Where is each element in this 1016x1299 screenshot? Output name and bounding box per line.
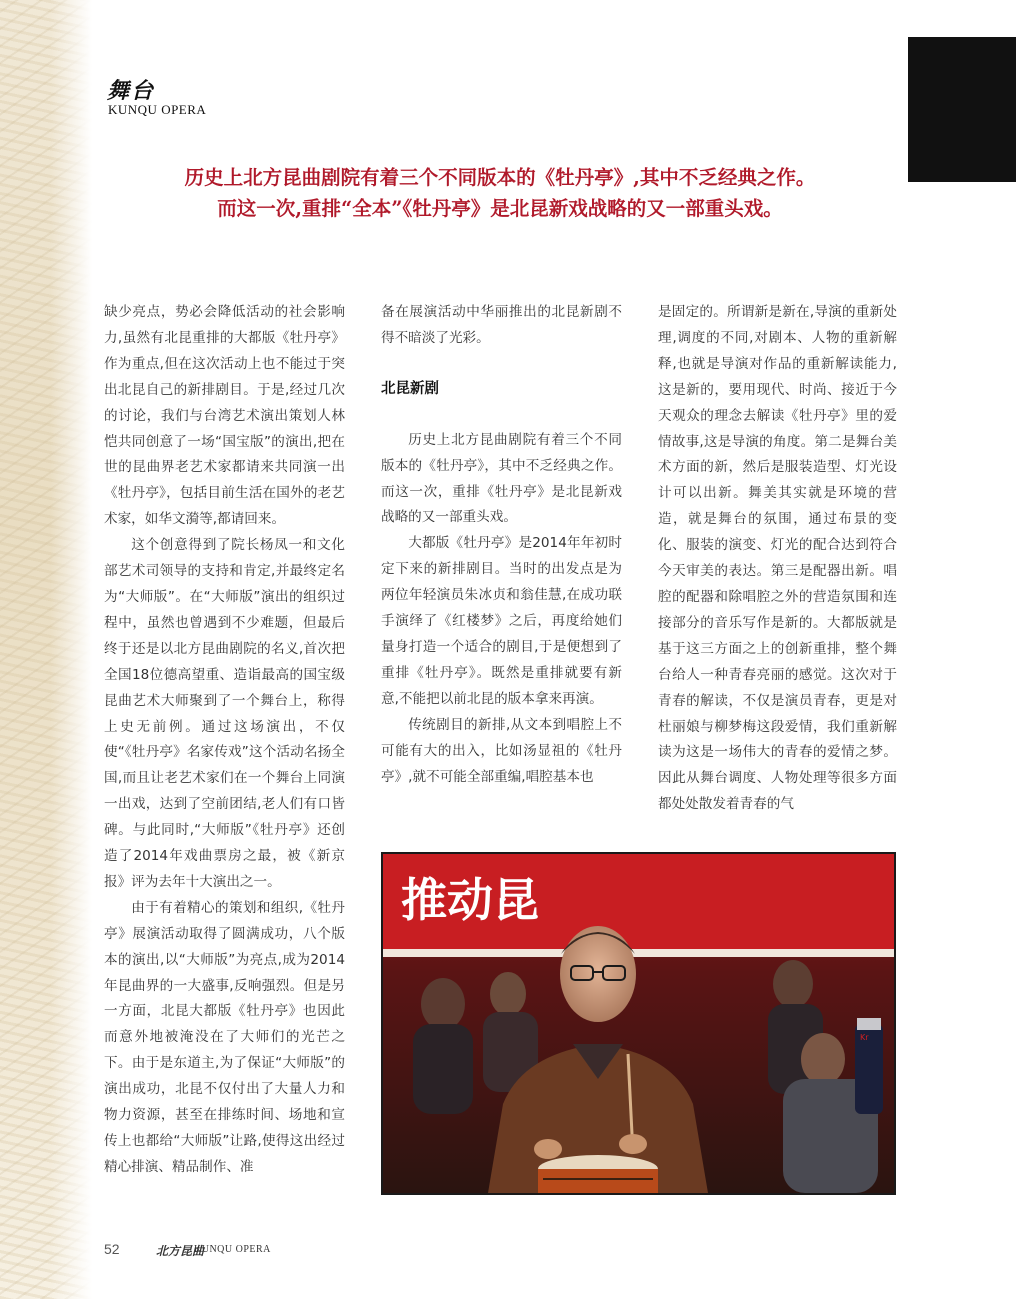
- paragraph: 这个创意得到了院长杨凤一和文化部艺术司领导的支持和肯定,并最终定名为“大师版”。在“大师版”演出的组织过程中，虽然也曾遇到不少难题，但最后终于还是以北方昆曲剧院的名义,首次把全国18位德高望重、造诣最高的国宝级昆曲艺术大师聚到了一个舞台上，称得上史无前例。通过这场演出，不仅使“《牡丹亭》名家传戏”这个活动名扬全国,而且让老艺术家们在一个舞台上同演一出戏，达到了空前团结,老人们有口皆碑。与此同时,“大师版”《牡丹亭》还创造了2014年戏曲票房之最，被《新京报》评为去年十大演出之一。: [104, 537, 345, 890]
- footer-logo: 北方昆曲: [156, 1244, 205, 1258]
- footer-subtitle: KUNQU OPERA: [194, 1244, 271, 1255]
- page-number: 52: [104, 1241, 120, 1257]
- paragraph: 历史上北方昆曲剧院有着三个不同版本的《牡丹亭》，其中不乏经典之作。而这一次，重排《牡丹亭》是北昆新戏战略的又一部重头戏。: [381, 431, 622, 526]
- corner-color-block: [908, 37, 1016, 182]
- banner-text: 推动昆: [401, 873, 539, 927]
- paragraph: 缺少亮点，势必会降低活动的社会影响力,虽然有北昆重排的大都版《牡丹亭》作为重点,但在这次活动上也不能过于突出北昆自己的新排剧目。于是,经过几次的讨论，我们与台湾艺术演出策划人林恺共同创意了一场“国宝版”的演出,把在世的昆曲界老艺术家都请来共同演一出《牡丹亭》，包括目前生活在国外的老艺术家，如华文漪等,都请回来。: [104, 304, 345, 528]
- text-column-3: [658, 300, 897, 818]
- paragraph: 备在展演活动中华丽推出的北昆新剧不得不暗淡了光彩。: [381, 304, 622, 346]
- header-subtitle: KUNQU OPERA: [108, 102, 207, 117]
- rehearsal-photo: [381, 852, 896, 1195]
- bottle-label: Kr: [860, 1033, 869, 1042]
- paragraph: 大都版《牡丹亭》是2014年年初时定下来的新排剧目。当时的出发点是为两位年轻演员朱冰贞和翁佳慧,在成功联手演绎了《红楼梦》之后，再度给她们量身打造一个适合的剧目,于是便想到了重排《牡丹亭》。既然是重排就要有新意,不能把以前北昆的版本拿来再演。: [381, 535, 622, 707]
- lead-quote: [100, 162, 900, 224]
- decorative-paper-strip: [0, 0, 92, 1299]
- paragraph: 传统剧目的新排,从文本到唱腔上不可能有大的出入，比如汤显祖的《牡丹亭》,就不可能全部重编,唱腔基本也: [381, 716, 622, 785]
- text-column-1: [104, 300, 345, 1181]
- header-logo: 舞台: [107, 78, 156, 104]
- section-heading: 北昆新剧: [381, 380, 439, 397]
- paragraph: 由于有着精心的策划和组织,《牡丹亭》展演活动取得了圆满成功，八个版本的演出,以“大师版”为亮点,成为2014年昆曲界的一大盛事,反响强烈。但是另一方面，北昆大都版《牡丹亭》也因此而意外地被淹没在了大师们的光芒之下。由于是东道主,为了保证“大师版”的演出成功，北昆不仅付出了大量人力和物力资源，甚至在排练时间、场地和宣传上也都给“大师版”让路,使得这出经过精心排演、精品制作、准: [104, 899, 345, 1175]
- paragraph: 是固定的。所谓新是新在,导演的重新处理,调度的不同,对剧本、人物的重新解释,也就是导演对作品的重新解读能力,这是新的，要用现代、时尚、接近于今天观众的理念去解读《牡丹亭》里的爱情故事,这是导演的角度。第二是舞台美术方面的新，然后是服装造型、灯光设计可以出新。舞美其实就是环境的营造，就是舞台的氛围，通过布景的变化、服装的演变、灯光的配合达到符合今天审美的表达。第三是配器出新。唱腔的配器和除唱腔之外的营造氛围和连接部分的音乐写作是新的。大都版就是基于这三方面之上的创新重排，整个舞台给人一种青春亮丽的感觉。这次对于青春的解读，不仅是演员青春，更是对杜丽娘与柳梦梅这段爱情，我们重新解读为这是一场伟大的青春的爱情之梦。因此从舞台调度、人物处理等很多方面都处处散发着青春的气: [658, 304, 897, 813]
- lead-line-2: 而这一次,重排“全本”《牡丹亭》是北昆新戏战略的又一部重头戏。: [217, 197, 783, 220]
- photo-illustration: [383, 854, 894, 1193]
- lead-line-1: 历史上北方昆曲剧院有着三个不同版本的《牡丹亭》,其中不乏经典之作。: [184, 166, 816, 189]
- text-column-2: [381, 300, 622, 790]
